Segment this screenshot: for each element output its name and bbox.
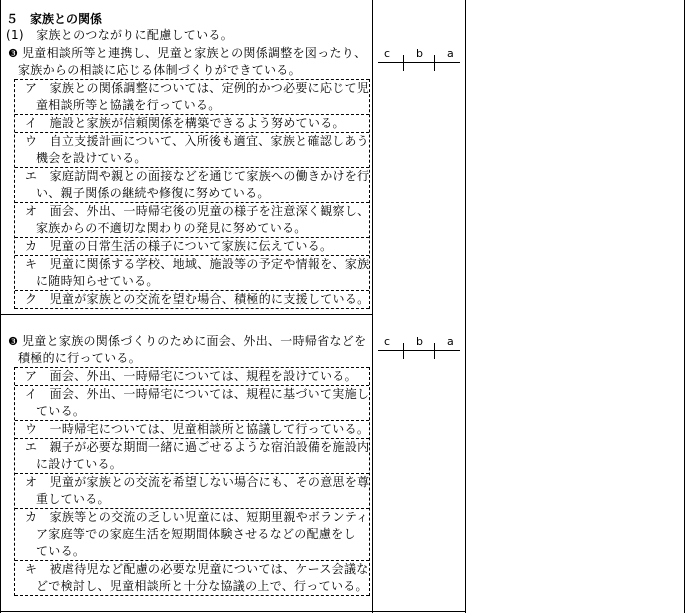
list-item bbox=[15, 238, 369, 256]
item-text: 機会を設けている。 bbox=[36, 151, 147, 165]
list-item bbox=[15, 509, 369, 561]
item-text: 家族からの不適切な関わりの発見に努めている。 bbox=[36, 221, 307, 235]
list-item bbox=[15, 386, 369, 421]
column-divider-1 bbox=[372, 0, 373, 613]
item-text: 児童が家族との交流を希望しない場合にも、その意思を尊 bbox=[49, 475, 370, 489]
grade-tick bbox=[434, 55, 435, 71]
item-text: 家庭訪問や親との面接などを通じて家族への働きかけを行 bbox=[49, 169, 370, 183]
list-item bbox=[15, 115, 369, 133]
list-item bbox=[15, 168, 369, 203]
criterion-lead-line: 児童と家族の関係づくりのために面会、外出、一時帰省などを bbox=[22, 334, 367, 348]
list-item bbox=[15, 133, 369, 168]
grade-tick bbox=[403, 55, 404, 71]
list-item bbox=[15, 474, 369, 509]
item-label: イ bbox=[25, 387, 38, 401]
item-text: 面会、外出、一時帰宅後の児童の様子を注意深く観察し、 bbox=[49, 204, 370, 218]
criterion-marker: ❸ bbox=[8, 47, 18, 60]
item-text: ア家庭等での家庭生活を短期間体験させるなどの配慮をし bbox=[36, 527, 356, 541]
list-item bbox=[15, 203, 369, 238]
item-label: ウ bbox=[25, 422, 38, 436]
list-item bbox=[15, 561, 369, 596]
list-item bbox=[15, 291, 369, 309]
item-text: に随時知らせている。 bbox=[36, 274, 159, 288]
grade-c[interactable]: c bbox=[384, 335, 391, 348]
item-text: ている。 bbox=[36, 544, 86, 558]
grade-a[interactable]: a bbox=[447, 335, 454, 348]
list-item bbox=[15, 79, 369, 115]
item-text: 家族等との交流の乏しい児童には、短期里親やボランティ bbox=[49, 510, 369, 524]
item-text: どで検討し、児童相談所と十分な協議の上で、行っている。 bbox=[36, 579, 368, 593]
item-text: 自立支援計画について、入所後も適宜、家族と確認しあう bbox=[49, 134, 369, 148]
table-right-border bbox=[684, 0, 685, 613]
item-label: ア bbox=[25, 369, 38, 383]
list-item bbox=[15, 367, 369, 386]
item-text: 童相談所等と協議を行っている。 bbox=[36, 98, 221, 112]
column-divider-2 bbox=[465, 0, 466, 613]
criterion-lead-line: 家族からの相談に応じる体制づくりができている。 bbox=[18, 63, 301, 77]
table-left-border bbox=[0, 0, 1, 613]
grade-b[interactable]: b bbox=[416, 335, 423, 348]
grade-baseline bbox=[378, 350, 460, 351]
list-item bbox=[15, 439, 369, 474]
section-title: ５ 家族との関係 bbox=[6, 12, 103, 26]
item-list bbox=[14, 367, 370, 596]
item-text: 面会、外出、一時帰宅については、規程に基づいて実施し bbox=[49, 387, 370, 401]
item-text: 施設と家族が信頼関係を構築できるよう努めている。 bbox=[49, 116, 345, 130]
grade-baseline bbox=[378, 62, 460, 63]
list-item bbox=[15, 421, 369, 439]
item-label: エ bbox=[25, 169, 38, 183]
grade-tick bbox=[434, 343, 435, 359]
item-label: オ bbox=[25, 475, 38, 489]
grade-tick bbox=[403, 343, 404, 359]
item-text: 親子が必要な期間一緒に過ごせるような宿泊設備を施設内 bbox=[49, 440, 370, 454]
list-item bbox=[15, 256, 369, 291]
item-text: 家族との関係調整については、定例的かつ必要に応じて児 bbox=[49, 81, 370, 95]
item-label: キ bbox=[25, 257, 38, 271]
item-text: 児童の日常生活の様子について家族に伝えている。 bbox=[49, 239, 333, 253]
section-subtitle: (1) 家族とのつながりに配慮している。 bbox=[6, 28, 233, 42]
item-text: い、親子関係の継続や修復に努めている。 bbox=[36, 186, 270, 200]
grade-c[interactable]: c bbox=[384, 47, 391, 60]
criterion-marker: ❸ bbox=[8, 335, 18, 348]
item-text: 児童が家族との交流を望む場合、積極的に支援している。 bbox=[49, 292, 370, 306]
item-text: ている。 bbox=[36, 404, 86, 418]
item-label: エ bbox=[25, 440, 38, 454]
item-label: ア bbox=[25, 81, 38, 95]
item-text: 被虐待児など配慮の必要な児童については、ケース会議な bbox=[49, 562, 369, 576]
item-text: に設けている。 bbox=[36, 457, 123, 471]
item-list bbox=[14, 79, 370, 309]
item-text: 一時帰宅については、児童相談所と協議して行っている。 bbox=[49, 422, 370, 436]
item-label: イ bbox=[25, 116, 38, 130]
item-text: 面会、外出、一時帰宅については、規程を設けている。 bbox=[49, 369, 357, 383]
grade-b[interactable]: b bbox=[416, 47, 423, 60]
criterion-lead-line: 積極的に行っている。 bbox=[18, 351, 142, 365]
item-label: ク bbox=[25, 292, 38, 306]
item-label: キ bbox=[25, 562, 38, 576]
row-divider bbox=[0, 314, 372, 315]
item-label: カ bbox=[25, 239, 38, 253]
criterion-lead-line: 児童相談所等と連携し、児童と家族との関係調整を図ったり、 bbox=[22, 46, 367, 60]
item-text: 児童に関係する学校、地域、施設等の予定や情報を、家族 bbox=[49, 257, 370, 271]
item-label: カ bbox=[25, 510, 38, 524]
grade-a[interactable]: a bbox=[447, 47, 454, 60]
item-label: ウ bbox=[25, 134, 38, 148]
table-bottom-border bbox=[0, 611, 465, 612]
item-text: 重している。 bbox=[36, 492, 110, 506]
item-label: オ bbox=[25, 204, 38, 218]
